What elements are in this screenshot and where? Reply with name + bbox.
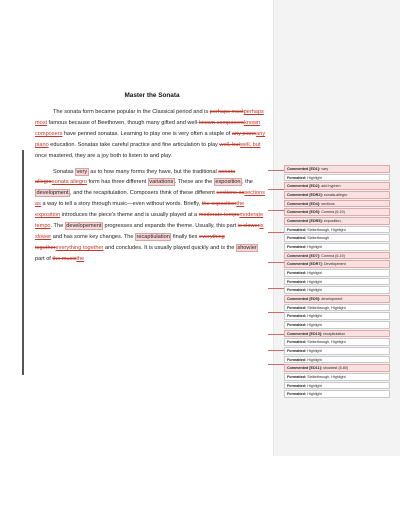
formatting-balloon[interactable]	[284, 356, 390, 364]
leader-line	[268, 288, 284, 289]
balloon-text: showiest (5.80)	[322, 366, 349, 371]
balloon-label: Commented [EDR5]:	[287, 219, 323, 224]
balloon-label: Formatted:	[287, 279, 307, 284]
balloon-text: Strikethrough, Highlight	[306, 375, 346, 380]
text-run: and concludes. It is usually played quickly and is the	[103, 244, 236, 251]
balloon-label: Commented [ED10]:	[287, 331, 323, 336]
balloon-text: Highlight	[306, 357, 322, 362]
balloon-text: Highlight	[306, 245, 322, 250]
inserted-text[interactable]: is slower	[35, 223, 264, 240]
formatting-balloon[interactable]	[284, 243, 390, 251]
leader-line	[268, 262, 284, 263]
formatting-balloon[interactable]	[284, 269, 390, 277]
text-run: famous because of Beethoven, though many gifted and well-	[47, 119, 199, 126]
balloon-label: Commented [ED1]:	[287, 167, 321, 171]
balloon-label: Formatted:	[287, 288, 307, 293]
balloon-label: Commented [ED11]:	[287, 366, 323, 371]
balloon-text: Highlight	[306, 383, 322, 388]
commented-text[interactable]: recaptiulation	[136, 233, 170, 240]
leader-line	[268, 170, 284, 171]
comment-balloon[interactable]	[284, 260, 390, 268]
commented-text[interactable]: showier	[237, 244, 257, 251]
deleted-text[interactable]: well, but	[219, 141, 240, 148]
comment-balloon[interactable]	[284, 165, 390, 173]
leader-line	[268, 210, 284, 211]
balloon-text: Comma (6.19)	[320, 210, 345, 215]
inserted-text[interactable]: the	[76, 255, 85, 262]
deleted-text[interactable]: the exposition	[201, 201, 237, 208]
balloon-label: Commented [ED5]:	[287, 210, 321, 215]
text-run: education. Sonatas take careful practice and fine articulation to play	[48, 141, 220, 148]
formatting-balloon[interactable]	[284, 338, 390, 346]
balloon-text: Highlight	[306, 271, 322, 276]
inserted-text[interactable]: perhaps most	[35, 109, 264, 126]
formatting-balloon[interactable]	[284, 347, 390, 355]
formatting-balloon[interactable]	[284, 390, 390, 398]
balloon-text: Strikethrough	[306, 236, 330, 241]
text-run: Sonatas	[53, 168, 76, 175]
balloon-text: Highlight	[306, 288, 322, 293]
deleted-text[interactable]: moderate tempo	[198, 212, 240, 219]
balloon-label: Commented [ED9]:	[287, 297, 321, 302]
commented-text[interactable]: very	[76, 168, 88, 175]
balloon-text: Highlight	[306, 175, 322, 180]
text-run: have penned sonatas. Learning to play one is very often a staple of	[62, 130, 232, 137]
comment-balloon[interactable]	[284, 191, 390, 199]
deleted-text[interactable]: any piano	[231, 130, 257, 137]
balloon-label: Formatted:	[287, 383, 307, 388]
formatting-balloon[interactable]	[284, 373, 390, 381]
inserted-text[interactable]: everything together	[55, 244, 104, 251]
balloon-text: recapitulation	[322, 331, 346, 336]
paragraph-1	[35, 107, 269, 162]
commented-text[interactable]: developement	[66, 223, 102, 230]
balloon-label: Formatted:	[287, 227, 307, 232]
inserted-text[interactable]: sonata allegro	[51, 179, 87, 186]
inserted-text[interactable]: the exposition	[35, 201, 245, 219]
balloon-label: Formatted:	[287, 375, 307, 380]
leader-line	[268, 312, 284, 313]
balloon-label: Formatted:	[287, 175, 307, 180]
formatting-balloon[interactable]	[284, 286, 390, 294]
text-run: and has some key changes. The	[51, 233, 136, 240]
balloon-text: Strikethrough, Highlight	[306, 227, 346, 232]
deleted-text[interactable]: perhaps most	[209, 109, 244, 115]
balloon-text: Highlight	[306, 392, 322, 397]
inserted-text[interactable]: moderate tempo	[35, 212, 264, 230]
balloon-label: Formatted:	[287, 305, 307, 310]
deleted-text[interactable]: known composers	[198, 119, 244, 126]
document-title: Master the Sonata	[124, 92, 180, 99]
comment-balloon[interactable]	[284, 330, 390, 338]
deleted-text[interactable]: sonata allegro	[35, 168, 236, 186]
commented-text[interactable]: development	[36, 190, 69, 197]
balloon-label: Commented [ED2]:	[287, 184, 321, 189]
formatting-balloon[interactable]	[284, 382, 390, 390]
revision-callouts	[284, 165, 390, 399]
balloon-text: Comma (6.19)	[320, 253, 345, 258]
balloon-label: Commented [EDR7]:	[287, 262, 323, 267]
document-body[interactable]	[35, 92, 269, 270]
balloon-text: Development	[322, 262, 346, 267]
text-run: , and the recapitulation. Composers think of these different	[70, 190, 217, 197]
balloon-text: Highlight	[306, 323, 322, 328]
leader-line	[268, 334, 284, 335]
balloon-text: Highlight	[306, 314, 322, 319]
text-run: The sonata form became popular in the Classical period and is	[53, 109, 210, 115]
balloon-text: add hyphen	[320, 184, 341, 189]
deleted-text[interactable]: sections as	[216, 190, 245, 197]
change-bar	[22, 150, 24, 375]
balloon-text: sonata-allegro	[322, 193, 348, 198]
balloon-label: Formatted:	[287, 245, 307, 250]
balloon-text: exposition,	[322, 219, 342, 224]
balloon-label: Formatted:	[287, 271, 307, 276]
deleted-text[interactable]: the music	[52, 255, 77, 262]
inserted-text[interactable]: well, but	[239, 141, 261, 148]
text-run: once mastered, they are a joy both to listen to and play.	[35, 152, 173, 159]
text-run: part of	[35, 255, 53, 262]
balloon-text: Strikethrough, Highlight	[306, 305, 346, 310]
balloon-label: Formatted:	[287, 349, 307, 354]
formatting-balloon[interactable]	[284, 304, 390, 312]
balloon-label: Formatted:	[287, 236, 307, 241]
text-run: . The	[50, 223, 65, 230]
balloon-text: Highlight	[306, 349, 322, 354]
leader-line	[268, 350, 284, 351]
comment-balloon[interactable]	[284, 182, 390, 190]
balloon-label: Formatted:	[287, 392, 307, 397]
text-run: finally ties	[171, 233, 199, 240]
inserted-text[interactable]: sections as	[35, 190, 265, 208]
balloon-text: vary	[320, 167, 329, 171]
comment-balloon[interactable]	[284, 200, 390, 208]
balloon-text: Strikethrough, Highlight	[306, 340, 346, 345]
comment-balloon[interactable]	[284, 295, 390, 303]
formatting-balloon[interactable]	[284, 321, 390, 329]
balloon-label: Commented [ED7]:	[287, 253, 321, 258]
text-run: progresses and expands the theme. Usually, this part	[102, 223, 238, 230]
inserted-text[interactable]: any piano	[35, 130, 266, 148]
text-run: as to how many forms they have, but the traditional	[88, 168, 219, 175]
deleted-text[interactable]: is slower	[237, 223, 260, 230]
commented-text[interactable]: variations	[149, 179, 174, 186]
balloon-text: Highlight	[306, 279, 322, 284]
text-run: form has three different	[86, 179, 148, 186]
formatting-balloon[interactable]	[284, 174, 390, 182]
balloon-label: Formatted:	[287, 357, 307, 362]
formatting-balloon[interactable]	[284, 226, 390, 234]
leader-line	[268, 364, 284, 365]
balloon-label: Commented [EDR2]:	[287, 193, 323, 198]
commented-text[interactable]: exposition	[215, 179, 241, 186]
balloon-text: development	[320, 297, 343, 302]
text-run: introduces the piece's theme and is usually played at a	[60, 212, 199, 219]
deleted-text[interactable]: everything together	[35, 233, 225, 251]
formatting-balloon[interactable]	[284, 312, 390, 320]
comment-balloon[interactable]	[284, 217, 390, 225]
formatting-balloon[interactable]	[284, 278, 390, 286]
text-run: , the	[242, 179, 253, 186]
balloon-label: Formatted:	[287, 340, 307, 345]
paragraph-2	[35, 167, 269, 265]
formatting-balloon[interactable]	[284, 234, 390, 242]
comment-balloon[interactable]	[284, 252, 390, 260]
inserted-text[interactable]: known composers	[35, 119, 261, 137]
leader-line	[268, 232, 284, 233]
balloon-label: Formatted:	[287, 323, 307, 328]
balloon-label: Commented [ED4]:	[287, 201, 321, 206]
comment-balloon[interactable]	[284, 208, 390, 216]
text-run: a way to tell a story through music—even without words. Briefly,	[40, 201, 202, 208]
balloon-label: Formatted:	[287, 314, 307, 319]
leader-line	[268, 189, 284, 190]
balloon-text: sections	[320, 201, 335, 206]
comment-balloon[interactable]	[284, 364, 390, 372]
text-run: . These are the	[174, 179, 214, 186]
